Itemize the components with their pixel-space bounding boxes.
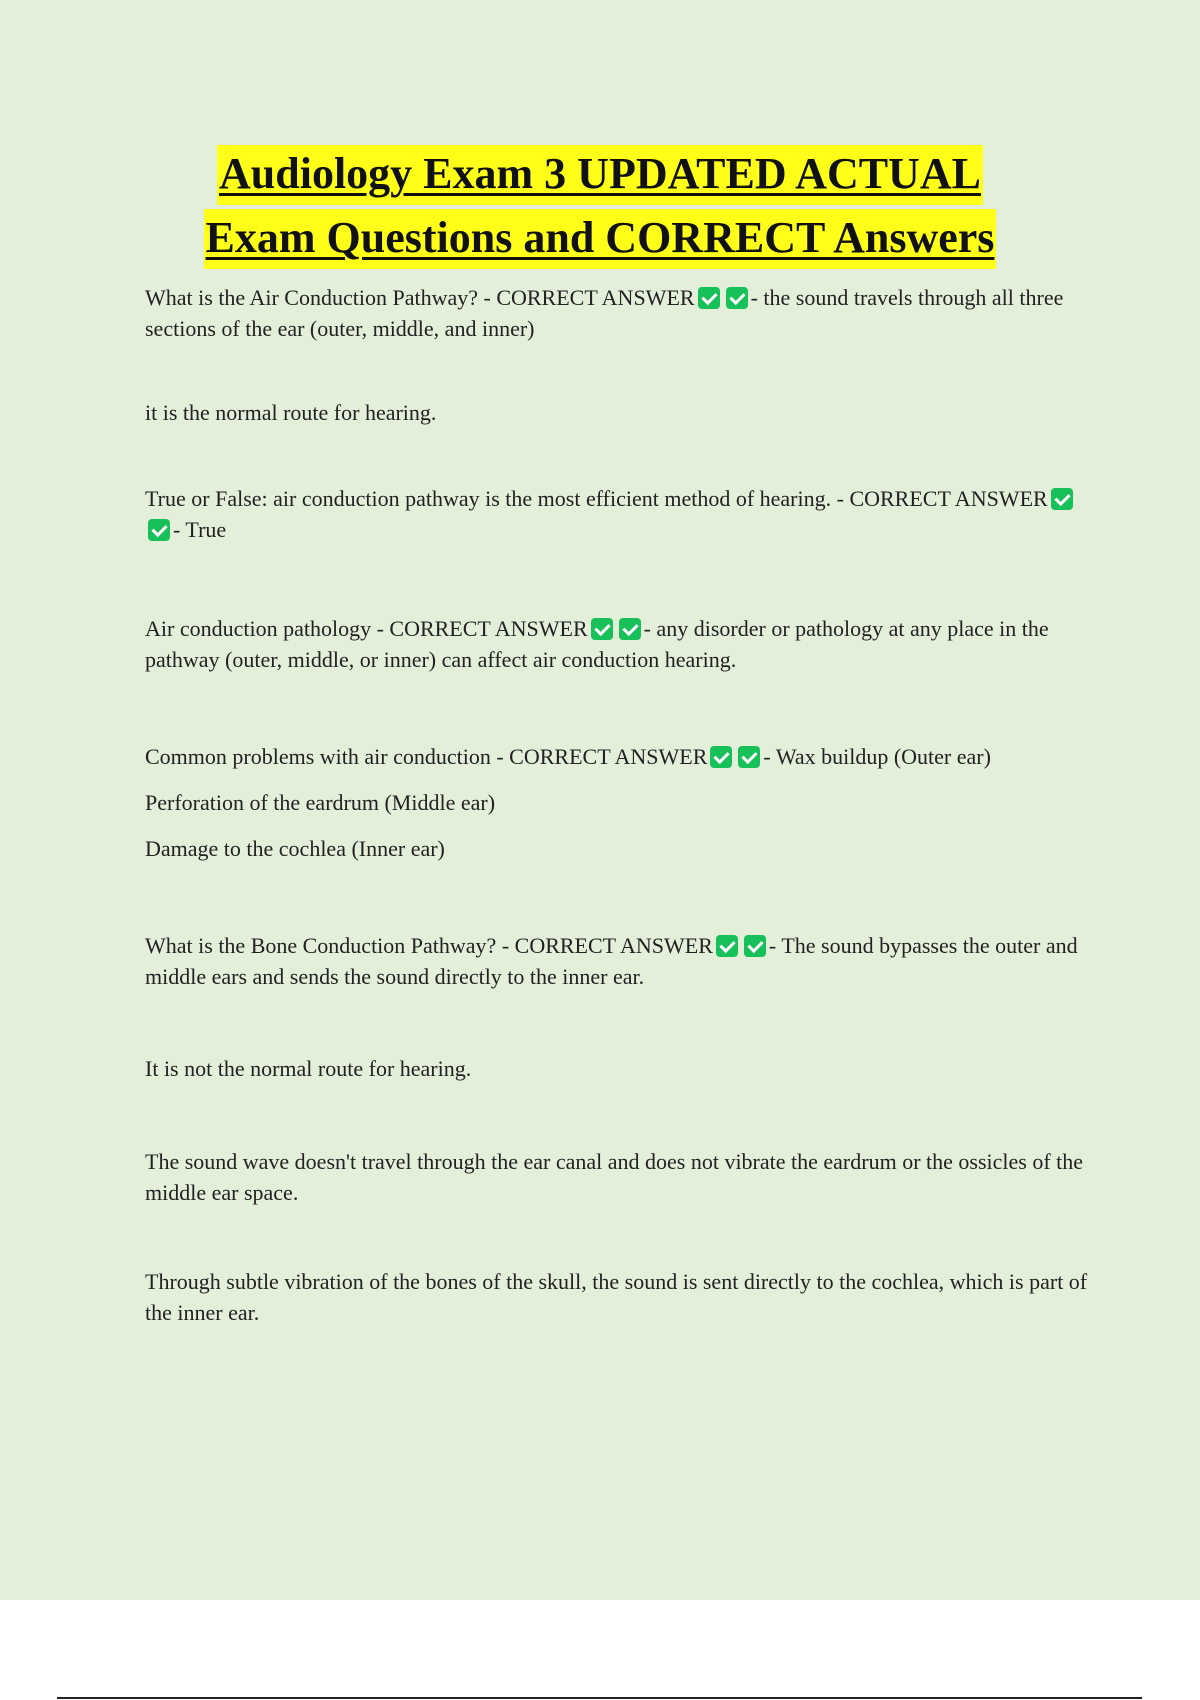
check-mark-icon (744, 935, 766, 957)
body-paragraph: The sound wave doesn't travel through the ear canal and does not vibrate the eardrum or the ossicles of the middle ear space. (145, 1149, 1084, 1205)
body-paragraph: Through subtle vibration of the bones of the skull, the sound is sent directly to the cochlea, which is part of the inner ear. (145, 1269, 1088, 1325)
title-line-2: Exam Questions and CORRECT Answers (204, 209, 997, 269)
question-text: What is the Air Conduction Pathway? - CORRECT ANSWER (145, 285, 695, 310)
check-mark-icon (726, 287, 748, 309)
check-mark-icon (698, 287, 720, 309)
check-mark-icon (716, 935, 738, 957)
document-body (145, 282, 1095, 1328)
answer-text: - the sound travels through all three sections of the ear (outer, middle, and inner) (145, 285, 1064, 341)
check-mark-icon (1051, 488, 1073, 510)
check-mark-icon (619, 618, 641, 640)
footer-divider (57, 1697, 1142, 1699)
check-mark-icon (591, 618, 613, 640)
check-mark-icon (738, 746, 760, 768)
document-title (0, 143, 1200, 271)
answer-text: - Wax buildup (Outer ear) (763, 744, 991, 769)
qa-entry (145, 930, 1095, 992)
body-paragraph: it is the normal route for hearing. (145, 400, 437, 425)
question-text: True or False: air conduction pathway is the most efficient method of hearing. - CORRECT ANSWER (145, 486, 1048, 511)
title-line-1: Audiology Exam 3 UPDATED ACTUAL (217, 145, 983, 205)
answer-line: Perforation of the eardrum (Middle ear) (145, 790, 496, 815)
check-mark-icon (148, 519, 170, 541)
check-mark-icon (710, 746, 732, 768)
qa-entry (145, 741, 1095, 772)
qa-entry (145, 483, 1095, 545)
body-paragraph: It is not the normal route for hearing. (145, 1056, 472, 1081)
answer-text: - any disorder or pathology at any place in the pathway (outer, middle, or inner) can affect air conduction hearing. (145, 616, 1049, 672)
qa-entry (145, 282, 1095, 344)
qa-entry (145, 613, 1095, 675)
question-text: Air conduction pathology - CORRECT ANSWER (145, 616, 588, 641)
question-text: What is the Bone Conduction Pathway? - CORRECT ANSWER (145, 933, 713, 958)
question-text: Common problems with air conduction - CORRECT ANSWER (145, 744, 708, 769)
answer-text: - True (173, 517, 227, 542)
answer-text: - The sound bypasses the outer and middle ears and sends the sound directly to the inner ear. (145, 933, 1078, 989)
answer-line: Damage to the cochlea (Inner ear) (145, 836, 445, 861)
